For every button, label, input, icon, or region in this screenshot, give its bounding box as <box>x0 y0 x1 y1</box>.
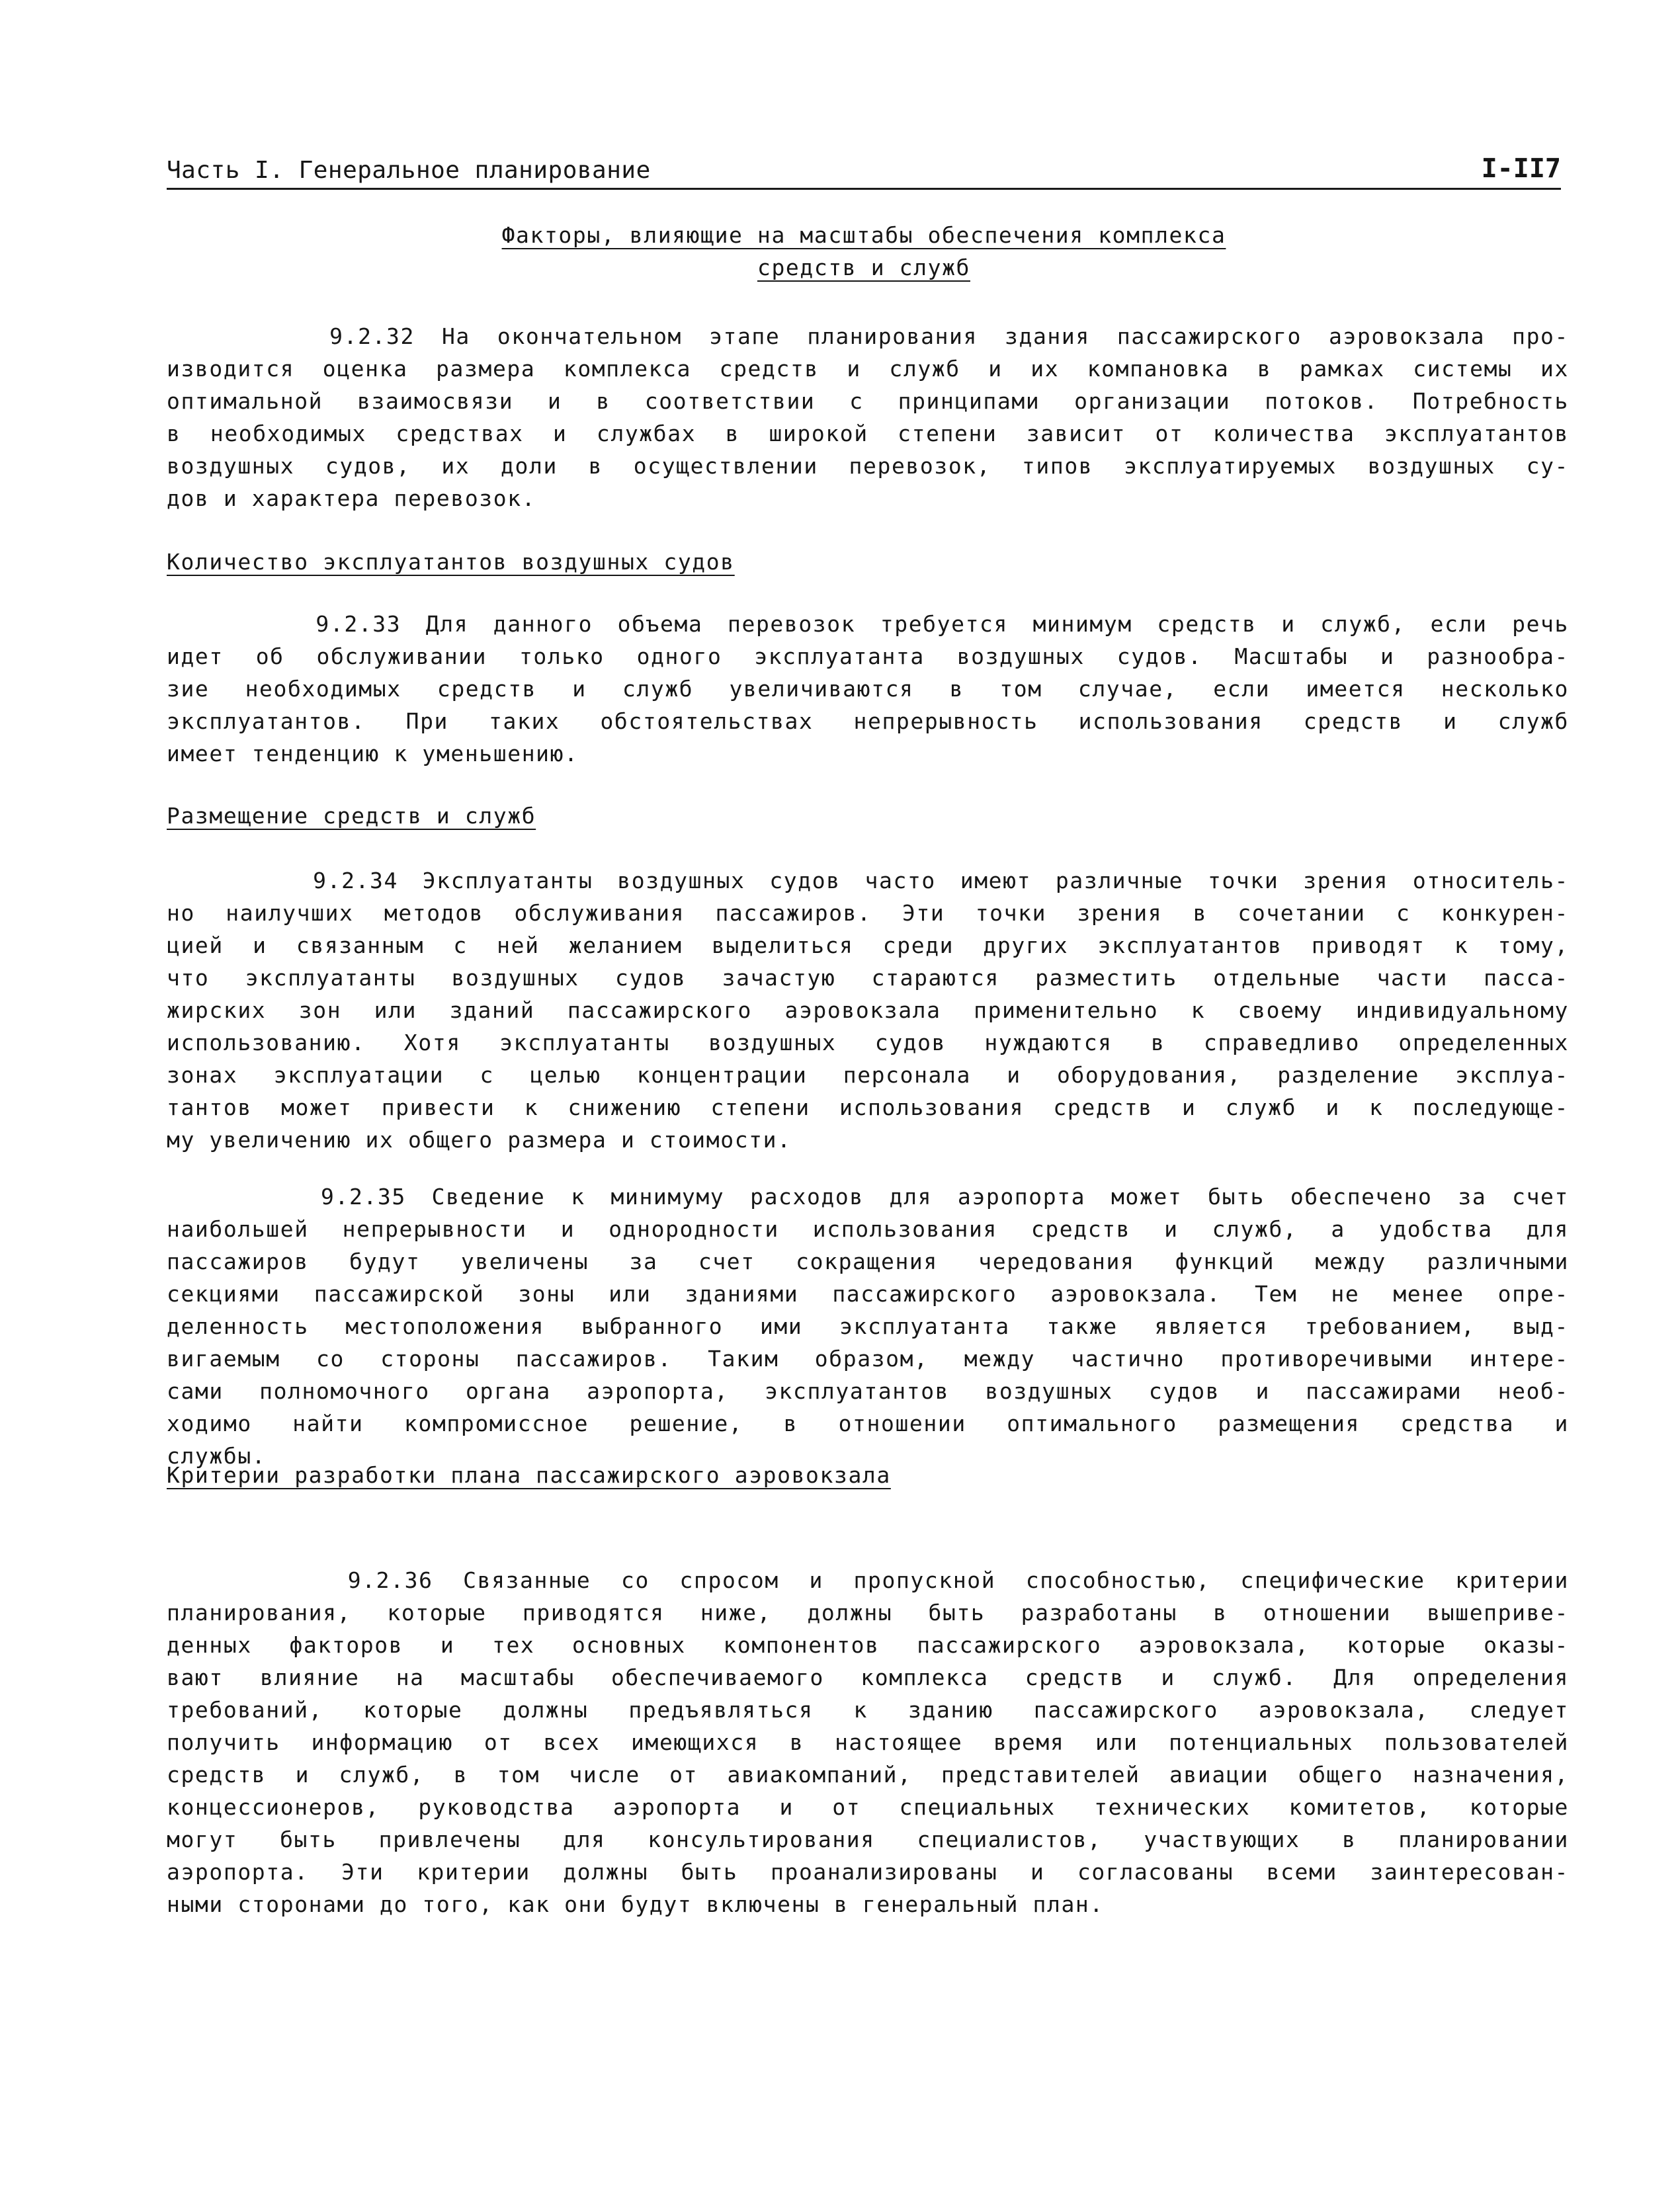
text-line: тантов может привести к снижению степени использования средств и служб и к последующе- <box>167 1094 1569 1120</box>
text-line: требований, которые должны предъявляться к зданию пассажирского аэровокзала, следует <box>167 1697 1569 1723</box>
paragraph-9-2-35 <box>167 1180 1569 1472</box>
text-line: что эксплуатанты воздушных судов зачастую стараются разместить отдельные части пасса- <box>167 965 1569 991</box>
section-heading: Количество эксплуатантов воздушных судов <box>167 549 735 575</box>
text-line: изводится оценка размера комплекса средств и служб и их компановка в рамках системы их <box>167 356 1569 382</box>
text-line: ными сторонами до того, как они будут включены в генеральный план. <box>167 1891 1104 1917</box>
text-line: дов и характера перевозок. <box>167 485 536 511</box>
text-line: 9.2.32 На окончательном этапе планирования здания пассажирского аэровокзала про- <box>167 323 1569 349</box>
text-line: наибольшей непрерывности и однородности использования средств и служб, а удобства для <box>167 1216 1569 1242</box>
section-heading: Размещение средств и служб <box>167 803 536 829</box>
text-line: воздушных судов, их доли в осуществлении перевозок, типов эксплуатируемых воздушных су- <box>167 453 1569 479</box>
text-line: 9.2.33 Для данного объема перевозок требуется минимум средств и служб, если речь <box>167 611 1569 637</box>
text-line: 9.2.35 Сведение к минимуму расходов для аэропорта может быть обеспечено за счет <box>167 1184 1569 1210</box>
text-line: пассажиров будут увеличены за счет сокращения чередования функций между различными <box>167 1249 1569 1274</box>
text-line: 9.2.36 Связанные со спросом и пропускной способностью, специфические критерии <box>167 1567 1569 1593</box>
text-line: зонах эксплуатации с целью концентрации персонала и оборудования, разделение эксплуа- <box>167 1062 1569 1088</box>
text-line: 9.2.34 Эксплуатанты воздушных судов часто имеют различные точки зрения относитель- <box>167 868 1569 893</box>
text-line: концессионеров, руководства аэропорта и от специальных технических комитетов, которые <box>167 1794 1569 1820</box>
text-line: сами полномочного органа аэропорта, эксплуатантов воздушных судов и пассажирами необ- <box>167 1378 1569 1404</box>
page-number: I-II7 <box>1481 153 1561 184</box>
text-line: эксплуатантов. При таких обстоятельствах непрерывность использования средств и служб <box>167 708 1569 734</box>
text-line: оптимальной взаимосвязи и в соответствии с принципами организации потоков. Потребность <box>167 388 1569 414</box>
document-title-line-2: средств и служб <box>757 255 970 280</box>
text-line: вигаемым со стороны пассажиров. Таким образом, между частично противоречивыми интере- <box>167 1346 1569 1372</box>
text-line: денных факторов и тех основных компонентов пассажирского аэровокзала, которые оказы- <box>167 1632 1569 1658</box>
paragraph-9-2-32 <box>167 320 1569 515</box>
text-line: в необходимых средствах и службах в широкой степени зависит от количества эксплуатантов <box>167 421 1569 446</box>
text-line: зие необходимых средств и служб увеличиваются в том случае, если имеется несколько <box>167 676 1569 702</box>
text-line: средств и служб, в том числе от авиакомпаний, представителей авиации общего назначения, <box>167 1762 1569 1788</box>
text-line: секциями пассажирской зоны или зданиями пассажирского аэровокзала. Тем не менее опре- <box>167 1281 1569 1307</box>
document-title-line-1: Факторы, влияющие на масштабы обеспечения комплекса <box>501 222 1226 248</box>
text-line: имеет тенденцию к уменьшению. <box>167 741 579 766</box>
text-line: аэропорта. Эти критерии должны быть проанализированы и согласованы всеми заинтересован- <box>167 1859 1569 1885</box>
text-line: могут быть привлечены для консультирования специалистов, участвующих в планировании <box>167 1827 1569 1852</box>
text-line: получить информацию от всех имеющихся в настоящее время или потенциальных пользователей <box>167 1729 1569 1755</box>
text-line: использованию. Хотя эксплуатанты воздушных судов нуждаются в справедливо определенных <box>167 1030 1569 1055</box>
text-line: му увеличению их общего размера и стоимости. <box>167 1127 792 1153</box>
text-line: идет об обслуживании только одного эксплуатанта воздушных судов. Масштабы и разнообра- <box>167 643 1569 669</box>
text-line: службы. <box>167 1443 267 1469</box>
text-line: но наилучших методов обслуживания пассажиров. Эти точки зрения в сочетании с конкурен- <box>167 900 1569 926</box>
text-line: деленность местоположения выбранного ими эксплуатанта также является требованием, выд- <box>167 1313 1569 1339</box>
text-line: вают влияние на масштабы обеспечиваемого комплекса средств и служб. Для определения <box>167 1665 1569 1690</box>
text-line: цией и связанным с ней желанием выделиться среди других эксплуатантов приводят к тому, <box>167 932 1569 958</box>
text-line: ходимо найти компромиссное решение, в отношении оптимального размещения средства и <box>167 1411 1569 1436</box>
text-line: планирования, которые приводятся ниже, должны быть разработаны в отношении вышеприве- <box>167 1600 1569 1626</box>
paragraph-9-2-34 <box>167 864 1569 1156</box>
section-title: Часть I. Генеральное планирование <box>167 157 651 184</box>
page-header <box>167 151 1561 190</box>
text-line: жирских зон или зданий пассажирского аэровокзала применительно к своему индивидуальному <box>167 997 1569 1023</box>
paragraph-9-2-36 <box>167 1564 1569 1920</box>
paragraph-9-2-33 <box>167 608 1569 770</box>
section-heading: Критерии разработки плана пассажирского аэровокзала <box>167 1462 891 1488</box>
